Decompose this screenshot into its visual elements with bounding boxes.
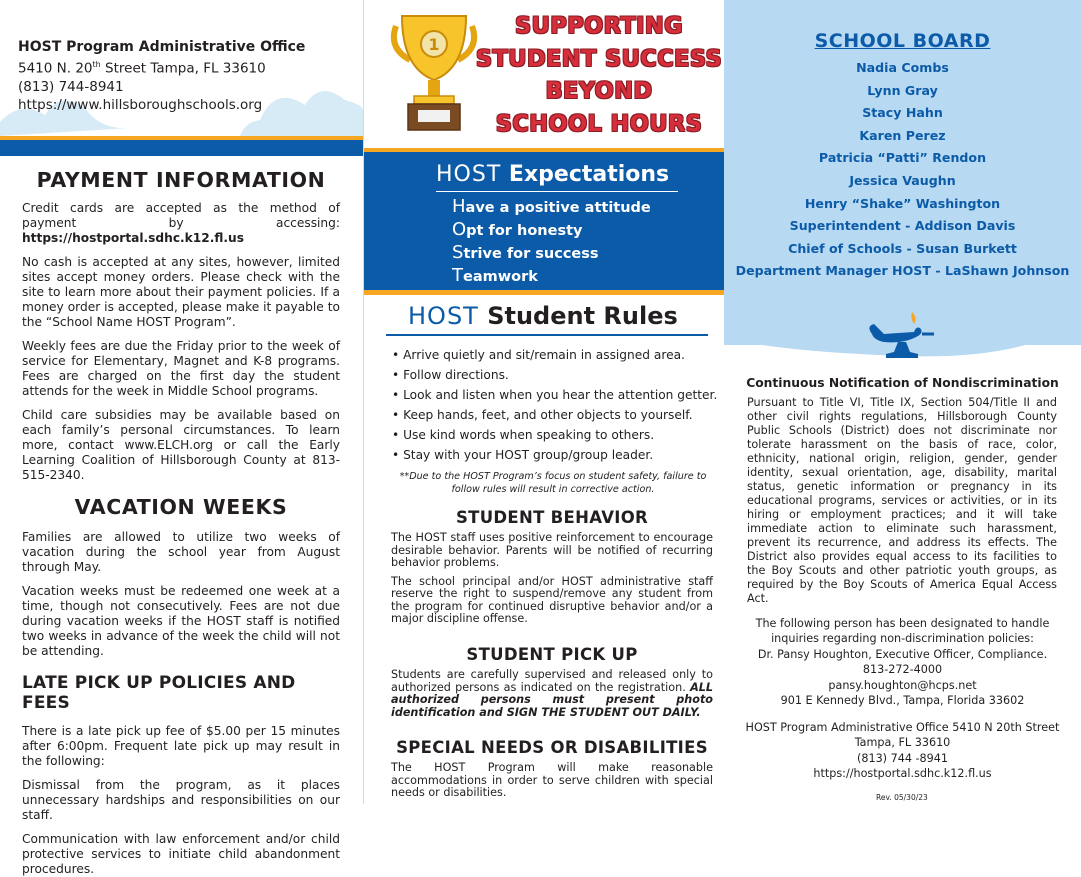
contact-line: The following person has been designated to handle (755, 617, 1050, 630)
payment-p1-text: Credit cards are accepted as the method of payment by accessing: (22, 201, 340, 230)
lamp-of-learning-icon (864, 306, 940, 362)
office-line: Tampa, FL 33610 (854, 736, 951, 750)
nondiscrimination-body: Pursuant to Title VI, Title IX, Section 504/Title II and other civil rights regulations, Hillsborough County Public Schools (District) does not discriminate nor tolerate harassment on the basis of race, color, ethnicity, national origin, religion, gender, gender identity, sexual orientation, age, disability, marital status, genetic information or pregnancy in its educational programs, services or activities, or in its hiring or employment practices; and it will take immediate action to eliminate such harassment, prevent its recurrence, and address its effects. The District also provides equal access to its facilities to the Boy Scouts and other patriotic youth groups, as required by the Boy Scouts of America Equal Access Act. (747, 396, 1057, 605)
board-members (724, 57, 1081, 283)
special-title: SPECIAL NEEDS OR DISABILITIES (396, 738, 708, 757)
vacation-p1: Families are allowed to utilize two weeks of vacation during the school year from August through May. (22, 530, 340, 574)
host-logo-text: HOST (436, 162, 502, 187)
expectation-text: ave a positive attitude (465, 200, 651, 216)
expectation-text: pt for honesty (466, 223, 583, 239)
pickup-title: STUDENT PICK UP (466, 645, 638, 664)
board-member: Lynn Gray (867, 82, 938, 98)
left-body (22, 168, 340, 877)
expectation-text: eamwork (463, 269, 538, 285)
payment-p4: Child care subsidies may be available based on each family’s personal circumstances. To learn more, contact www.ELCH.org or call the Early Learning Coalition of Hillsborough County at 813-515-2340. (22, 408, 340, 482)
board-member: Department Manager HOST - LaShawn Johnson (735, 263, 1070, 279)
board-member: Nadia Combs (856, 60, 949, 75)
office-address (18, 56, 305, 78)
office-portal-link[interactable]: https://hostportal.sdhc.k12.fl.us (813, 767, 992, 781)
office-title: HOST Program Administrative Office (18, 39, 306, 55)
contact-line: inquiries regarding non-discrimination policies: (771, 632, 1034, 646)
vacation-p2: Vacation weeks must be redeemed one week at a time, though not consecutively. Fees are not due during vacation weeks if the HOST staff is notified two weeks in advance of the week the child will not be attending. (22, 584, 340, 658)
rule-item: • Use kind words when speaking to others. (392, 428, 655, 442)
expectation-item (452, 265, 651, 288)
nondiscrimination-title: Continuous Notification of Nondiscrimination (746, 376, 1059, 390)
title-line: BEYOND (545, 78, 653, 104)
payment-p3: Weekly fees are due the Friday prior to the week of service for Elementary, Magnet and K-8 programs. Fees are charged on the first day the student attends for the week in Middle School programs. (22, 339, 340, 398)
rule-item: • Look and listen when you hear the attention getter. (392, 388, 718, 402)
vacation-title: VACATION WEEKS (74, 495, 288, 519)
trophy-number: 1 (428, 35, 440, 54)
behavior-section (391, 508, 713, 626)
pickup-emphasis: ALL authorized persons must present photo identification and SIGN THE STUDENT OUT DAILY. (391, 680, 713, 719)
title-line: SUPPORTING (515, 13, 683, 39)
special-section (391, 738, 713, 800)
expectations-title (436, 162, 669, 187)
expectation-item (452, 219, 651, 242)
address-sup: th (92, 60, 101, 69)
rules-underline (386, 334, 708, 336)
title-line: STUDENT SUCCESS (475, 45, 723, 72)
expectation-cap: S (452, 242, 464, 263)
host-logo-text: HOST (408, 302, 479, 330)
expectation-item (452, 196, 651, 219)
address-prefix: 5410 N. 20 (18, 60, 93, 77)
main-title (474, 10, 724, 140)
behavior-p2: The school principal and/or HOST administrative staff reserve the right to suspend/remove any student from the program for continued disruptive behavior and/or a major discipline offense. (391, 574, 713, 625)
right-panel (724, 0, 1081, 804)
expectation-cap: O (452, 219, 467, 240)
rule-item: • Keep hands, feet, and other objects to yourself. (392, 408, 693, 422)
expectations-label: Expectations (501, 162, 670, 187)
board-member: Stacy Hahn (862, 105, 943, 121)
payment-p2: No cash is accepted at any sites, however, limited sites accept money orders. Please check with the site to learn more about their payment policies. If a money order is accepted, please make it payable to the “School Name HOST Program”. (22, 255, 340, 329)
pickup-text: Students are carefully supervised and released only to authorized persons as indicated on the registration. (391, 668, 713, 694)
address-suffix: Street Tampa, FL 33610 (100, 60, 266, 77)
blue-stripe (0, 140, 363, 156)
office-line: (813) 744 -8941 (856, 751, 949, 765)
rules-list (392, 345, 722, 465)
late-title: LATE PICK UP POLICIES AND FEES (22, 673, 296, 713)
behavior-p1: The HOST staff uses positive reinforcement to encourage desirable behavior. Parents will be notified of recurring behavior problems. (391, 531, 713, 569)
board-member: Patricia “Patti” Rendon (818, 150, 987, 166)
contact-email[interactable]: pansy.houghton@hcps.net (828, 678, 977, 692)
board-member: Jessica Vaughn (849, 172, 956, 188)
board-title: SCHOOL BOARD (814, 30, 991, 52)
contact-line: 901 E Kennedy Blvd., Tampa, Florida 33602 (780, 694, 1025, 708)
expectation-item (452, 242, 651, 265)
behavior-title: STUDENT BEHAVIOR (455, 508, 649, 527)
rule-item: • Stay with your HOST group/group leader. (392, 448, 654, 462)
payment-title: PAYMENT INFORMATION (36, 168, 326, 192)
orange-stripe (364, 290, 725, 295)
office-line: HOST Program Administrative Office 5410 N 20th Street (745, 721, 1060, 734)
expectation-cap: T (452, 265, 463, 286)
office-contact-right (734, 720, 1071, 782)
late-p3: Communication with law enforcement and/or child protective services to initiate child abandonment procedures. (22, 832, 340, 876)
expectations-underline (436, 191, 678, 192)
expectations-list (452, 196, 651, 288)
office-contact (18, 38, 305, 114)
revision-date: Rev. 05/30/23 (876, 793, 928, 802)
board-member: Karen Perez (859, 127, 946, 143)
board-member: Superintendent - Addison Davis (789, 218, 1016, 234)
office-website[interactable]: https://www.hillsboroughschools.org (18, 96, 263, 113)
expectations-box (364, 152, 725, 290)
trophy-icon (388, 8, 480, 138)
board-member: Chief of Schools - Susan Burkett (788, 240, 1017, 256)
middle-panel (363, 0, 724, 804)
payment-p1 (22, 201, 340, 246)
expectation-cap: H (452, 196, 466, 217)
rule-item: • Arrive quietly and sit/remain in assigned area. (392, 348, 685, 362)
pickup-section (391, 645, 713, 719)
left-panel (0, 0, 363, 876)
rules-title (408, 302, 678, 330)
payment-portal-link[interactable]: https://hostportal.sdhc.k12.fl.us (22, 231, 244, 245)
special-p1: The HOST Program will make reasonable accommodations in order to serve children with special needs or disabilities. (391, 761, 713, 799)
title-line: SCHOOL HOURS (495, 110, 703, 137)
compliance-contact (734, 616, 1071, 708)
expectation-text: trive for success (463, 246, 599, 262)
rules-label: Student Rules (478, 302, 678, 330)
contact-line: 813-272-4000 (862, 663, 943, 677)
office-phone: (813) 744-8941 (18, 78, 124, 95)
rules-note: **Due to the HOST Program’s focus on student safety, failure to follow rules will result in corrective action. (399, 471, 707, 495)
contact-line: Dr. Pansy Houghton, Executive Officer, Compliance. (757, 647, 1048, 661)
late-p1: There is a late pick up fee of $5.00 per 15 minutes after 6:00pm. Frequent late pick up may result in the following: (22, 724, 340, 768)
late-p2: Dismissal from the program, as it places unnecessary hardships and responsibilities on our staff. (22, 778, 340, 822)
rule-item: • Follow directions. (392, 368, 509, 382)
pickup-p1 (391, 669, 713, 719)
board-member: Henry “Shake” Washington (804, 195, 1001, 211)
